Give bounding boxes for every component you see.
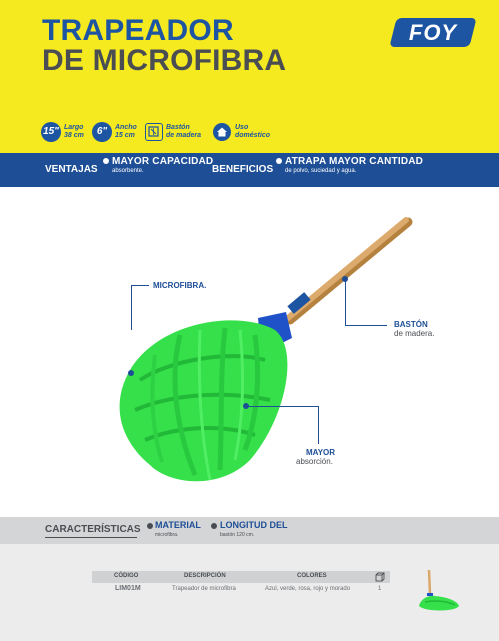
width-badge: 6" <box>92 122 112 142</box>
quantity-box-icon <box>375 572 385 582</box>
ventaja-bullet <box>103 158 109 164</box>
table-cell-description: Trapeador de microfibra <box>172 586 236 592</box>
microfibra-leader-vertical <box>131 285 132 330</box>
product-thumbnail <box>415 568 463 614</box>
beneficio-bullet <box>276 158 282 164</box>
length-badge: 15" <box>41 122 61 142</box>
features-title: CARACTERÍSTICAS <box>45 524 141 535</box>
material-bullet <box>147 523 153 529</box>
brand-logo-text: FOY <box>408 20 458 45</box>
product-title-line1: TRAPEADOR <box>42 14 234 47</box>
microfibra-dot <box>128 370 134 376</box>
table-cell-code: LIM01M <box>115 585 141 592</box>
house-icon <box>213 123 231 141</box>
baston-leader-vertical <box>345 279 346 325</box>
width-label-line1: Ancho <box>115 124 137 131</box>
longitud-title: LONGITUD DEL <box>220 520 288 530</box>
longitud-bullet <box>211 523 217 529</box>
table-cell-quantity: 1 <box>378 586 382 592</box>
beneficio-title: ATRAPA MAYOR CANTIDAD <box>285 156 424 167</box>
features-underline <box>45 537 137 538</box>
product-title-line2: DE MICROFIBRA <box>42 44 287 77</box>
material-subtitle: microfibra. <box>155 532 179 538</box>
ventaja-title: MAYOR CAPACIDAD <box>112 156 214 167</box>
baston-callout-sub: de madera. <box>394 329 435 338</box>
width-label <box>115 124 137 140</box>
handle-label-line1: Bastón <box>166 124 190 131</box>
table-header-code: CÓDIGO <box>114 573 139 579</box>
mayor-leader-horizontal <box>246 406 319 407</box>
ventaja-subtitle: absorbente. <box>112 168 144 174</box>
table-cell-colors: Azul, verde, rosa, rojo y morado <box>265 586 351 592</box>
table-header-colors: COLORES <box>297 573 327 579</box>
beneficios-label: BENEFICIOS <box>212 164 274 175</box>
use-label-line2: doméstico <box>235 132 271 139</box>
handle-label-line2: de madera <box>166 132 202 139</box>
length-label <box>64 124 84 140</box>
mayor-leader-vertical <box>318 406 319 444</box>
material-title: MATERIAL <box>155 520 201 530</box>
length-label-line1: Largo <box>64 124 84 131</box>
wood-handle <box>287 220 408 320</box>
beneficio-subtitle: de polvo, suciedad y agua. <box>285 168 357 174</box>
mayor-callout-title: MAYOR <box>306 448 336 457</box>
mop-illustration <box>100 210 420 500</box>
wood-handle-icon <box>145 123 163 141</box>
use-label <box>235 124 270 140</box>
microfibra-leader-horizontal <box>131 285 149 286</box>
baston-callout-title: BASTÓN <box>394 320 428 329</box>
mayor-callout-sub: absorción. <box>296 457 333 466</box>
handle-label <box>166 124 201 140</box>
longitud-subtitle: bastón 120 cm. <box>220 532 255 538</box>
use-label-line1: Uso <box>235 124 249 131</box>
microfibra-callout: MICROFIBRA. <box>153 281 207 290</box>
length-label-line2: 38 cm <box>64 132 84 139</box>
microfiber-strands <box>120 320 288 481</box>
width-label-line2: 15 cm <box>115 132 135 139</box>
table-header-description: DESCRIPCIÓN <box>184 573 226 579</box>
ventajas-label: VENTAJAS <box>45 164 98 175</box>
baston-leader-horizontal <box>345 325 387 326</box>
